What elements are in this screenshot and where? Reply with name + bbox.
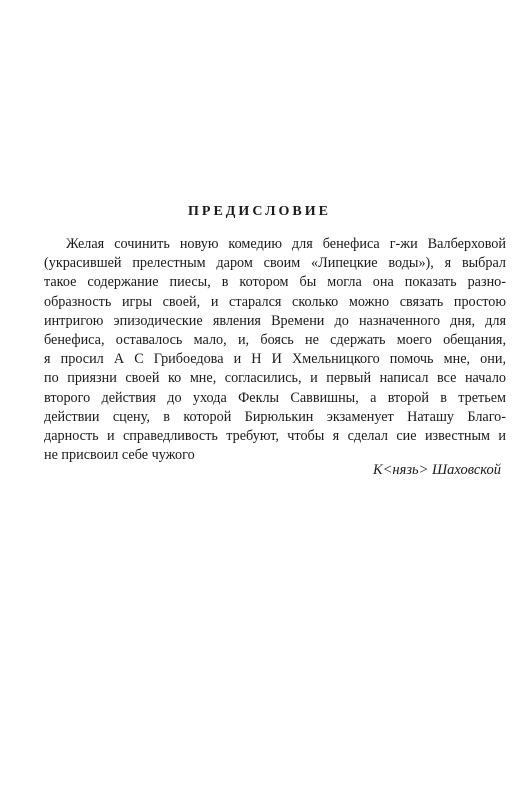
preface-line: (украсившей прелестным даром своим «Липецкие воды»), я выбрал [44, 255, 506, 272]
preface-line: бенефиса, оставалось мало, и, боясь не сдержать моего обещания, [44, 331, 506, 348]
preface-line: дарность и справедливость требуют, чтобы я сделал сие известным и [44, 427, 506, 444]
preface-body [44, 235, 506, 465]
preface-line: я просил А С Грибоедова и Н И Хмельницкого помочь мне, они, [44, 351, 506, 368]
preface-line: такое содержание пиесы, в котором бы могла она показать разно- [44, 274, 506, 291]
preface-line: действии сцену, в которой Бирюлькин экзаменует Наташу Благо- [44, 408, 506, 425]
preface-line: интригою эпизодические явления Времени до назначенного дня, для [44, 312, 506, 329]
preface-line: второго действия до ухода Феклы Саввишны, а второй в третьем [44, 389, 506, 406]
preface-line: по приязни своей ко мне, согласились, и первый написал все начало [44, 370, 506, 387]
preface-title: ПРЕДИСЛОВИЕ [188, 204, 331, 219]
preface-line: не присвоил себе чужого [44, 447, 195, 464]
author-signature: К<нязь> Шаховской [373, 462, 501, 478]
preface-line: образность игры своей, и старался сколько можно связать простою [44, 293, 506, 310]
preface-line: Желая сочинить новую комедию для бенефиса г-жи Валберховой [66, 236, 506, 252]
